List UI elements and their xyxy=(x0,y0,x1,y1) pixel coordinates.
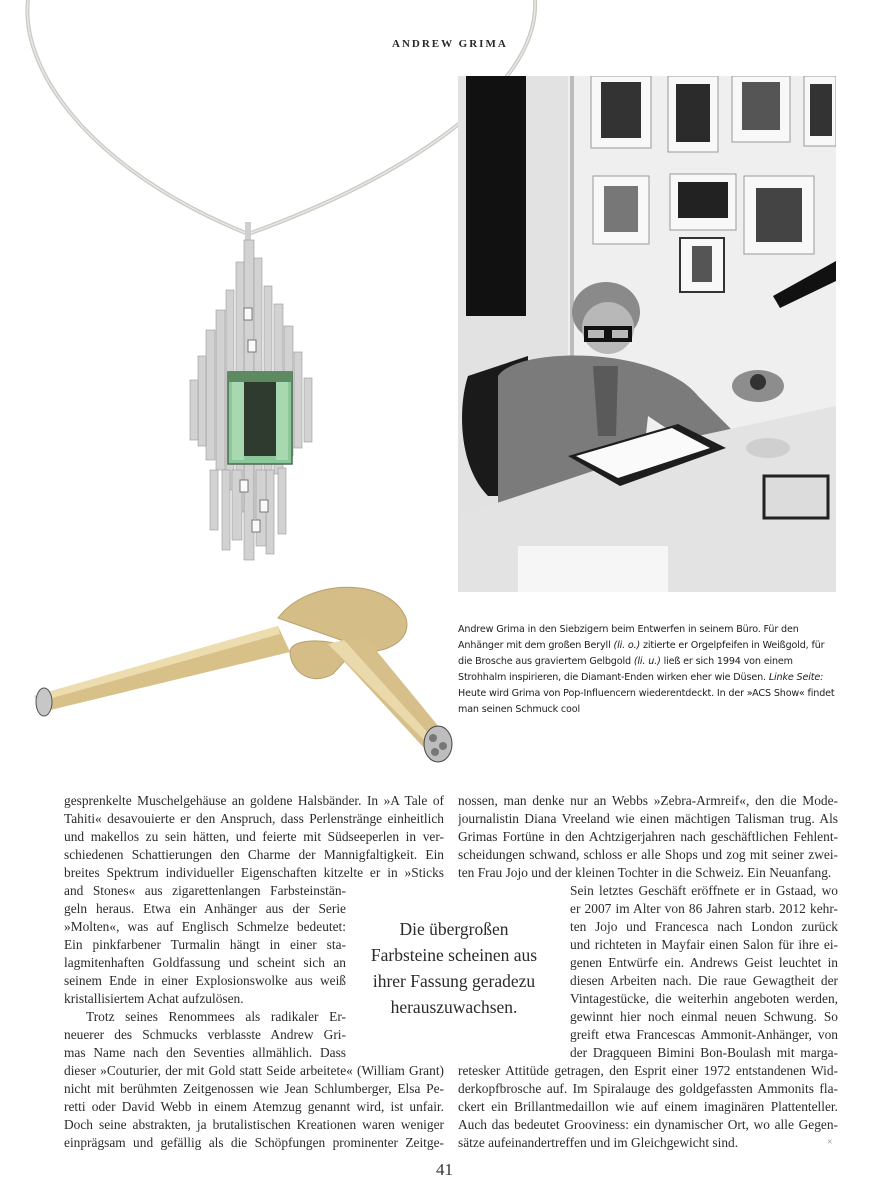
article-line: »Molten«, was auf Englisch Schmelze bedeutet: xyxy=(64,919,346,934)
straw-brooch-image xyxy=(28,578,468,778)
article-line: ten Jojo und Francesca nach London zurück xyxy=(570,919,838,934)
article-line: dieser »Couturier, der mit Gold statt Seide arbeitete« (William Grant) xyxy=(64,1063,444,1078)
running-head: ANDREW GRIMA xyxy=(392,38,508,50)
caption-text: zitierte er Orgelpfeifen in Weißgold, für die Brosche aus graviertem Gelbgold xyxy=(458,640,825,667)
caption-ref: (li. u.) xyxy=(633,656,661,667)
article-line: einprägsam und gefällig als die Schöpfungen prominenter Zeitge- xyxy=(64,1135,444,1150)
pull-quote-line: Die übergroßen xyxy=(399,919,509,939)
article-line: schiedenen Schattierungen den Charme der Mannigfaltigkeit. Ein xyxy=(64,847,444,862)
article-line: ten Frau Jojo und der kleinen Tochter in die Schweiz. Ein Neuanfang. xyxy=(458,865,832,880)
article-column-right-narrow xyxy=(570,882,838,1062)
caption-label-linke-seite: Linke Seite: xyxy=(768,672,824,683)
caption-text: Andrew Grima in den Siebzigern beim Entwerfen in seinem Büro. Für den Anhänger mit dem großen Beryll xyxy=(458,624,799,651)
article-line: and Stones« aus zigarettenlangen Farbsteinstän- xyxy=(64,883,346,898)
baguette-diamond xyxy=(244,308,252,320)
pendant-bar xyxy=(222,470,230,550)
caption-ref: (li. o.) xyxy=(613,640,641,651)
article-line: kristallisiertem Achat aufzulösen. xyxy=(64,991,244,1006)
photo-andrew-grima-office xyxy=(458,76,836,592)
baguette-diamond xyxy=(260,500,268,512)
beryl-gem xyxy=(228,372,292,464)
baguette-diamond xyxy=(248,340,256,352)
end-of-article-mark: × xyxy=(827,1137,833,1148)
pendant-bar xyxy=(216,310,225,470)
article-line: nossen, man denke nur an Webbs »Zebra-Armreif«, den die Mode- xyxy=(458,793,838,808)
article-line: Tahiti« desavouierte er den Anspruch, dass Perlenstränge einheitlich xyxy=(64,811,444,826)
article-column-left-top xyxy=(64,792,444,882)
article-line: genen Entwürfe ein. Andrews Geist leuchtet in xyxy=(570,955,838,970)
caption-text: ließ er sich 1994 von einem Strohhalm inspirieren, die Diamant-Enden wirken eher wie Düsen. xyxy=(458,656,793,683)
article-line: Grimas Fortüne in den Achtzigerjahren nach geschäftlichen Fehlent- xyxy=(458,829,838,844)
article-line: retti oder David Webb in einem Atemzug genannt wird, ist unfair. xyxy=(64,1099,444,1114)
article-column-right-bottom xyxy=(458,1062,838,1152)
caption-text: Heute wird Grima von Pop-Influencern wiederentdeckt. In der »ACS Show« findet man seinen Schmuck cool xyxy=(458,688,835,715)
article-line: Auch das bedeutet Grooviness: ein dynamischer Ort, wo alle Gegen- xyxy=(458,1117,838,1132)
article-column-left-bottom xyxy=(64,1062,444,1152)
article-line: ckert ein Brillantmedaillon wie auf einem imaginären Plattenteller. xyxy=(458,1099,838,1114)
article-line: sätze aufeinandertreffen und im Gleichgewicht sind. xyxy=(458,1135,739,1150)
article-line: geln heraus. Etwa ein Anhänger aus der Serie xyxy=(64,901,346,916)
article-line: der Dragqueen Bimini Bon-Boulash mit marga- xyxy=(570,1045,838,1060)
article-line: Doch seine abstrakten, ja brutalistischen Kreationen waren weniger xyxy=(64,1117,444,1132)
article-line: Sein letztes Geschäft eröffnete er in Gstaad, wo xyxy=(570,883,838,898)
baguette-diamond xyxy=(252,520,260,532)
article-column-left-narrow xyxy=(64,882,346,1008)
photo-caption xyxy=(458,622,838,718)
pendant-bar xyxy=(304,378,312,442)
office-photo-drawing xyxy=(458,76,836,592)
article-line: nicht mit berühmten Zeitgenossen wie Jean Schlumberger, Elsa Pe- xyxy=(64,1081,444,1096)
article-line: mas Name nach den Seventies allmählich. Dass xyxy=(64,1045,346,1060)
article-line: und richteten in Mayfair einen Salon für ihre ei- xyxy=(570,937,838,952)
article-line: Ein pinkfarbener Turmalin hängt in einer sta- xyxy=(64,937,346,952)
pendant-bar xyxy=(198,356,206,446)
pendant-bar xyxy=(190,380,198,440)
article-line: diesen Arbeiten nach. Die raue Gewagtheit der xyxy=(570,973,838,988)
article-column-right-top xyxy=(458,792,838,882)
article-line: journalistin Diana Vreeland wie einen mächtigen Talisman trug. Als xyxy=(458,811,838,826)
pendant-bar xyxy=(294,352,302,448)
pull-quote-line: ihrer Fassung geradezu xyxy=(372,971,536,991)
article-line: lagmitenhaften Goldfassung und scheint sich an xyxy=(64,955,346,970)
pendant-bar xyxy=(278,468,286,534)
article-line: retesker Attitüde getragen, den Esprit einer 1972 entstandenen Wid- xyxy=(458,1063,838,1078)
article-line: Trotz seines Renommees als radikaler Er- xyxy=(86,1009,346,1024)
article-line: Vintagestücke, die weiterhin angeboten werden, xyxy=(570,991,838,1006)
pendant-bar xyxy=(210,470,218,530)
pendant-bar xyxy=(206,330,215,460)
article-line: neuerer des Schmucks verblasste Andrew Gri- xyxy=(64,1027,346,1042)
article-line: seinem Ende in einer Explosionswolke aus weiß xyxy=(64,973,346,988)
article-column-left-paragraph xyxy=(64,1008,346,1062)
article-line: er 2007 im Alter von 86 Jahren starb. 2012 kehr- xyxy=(570,901,838,916)
baguette-diamond xyxy=(240,480,248,492)
article-line: gewinnt hier noch einmal neuen Schwung. So xyxy=(570,1009,838,1024)
article-line: gesprenkelte Muschelgehäuse an goldene Halsbänder. In »A Tale of xyxy=(64,793,444,808)
article-line: breites Spektrum individueller Eigenschaften kitzelte er in »Sticks xyxy=(64,865,444,880)
article-line: scheidungen schwand, schloss er alle Shops und zog mit seiner zwei- xyxy=(458,847,838,862)
pull-quote-line: herauszuwachsen. xyxy=(390,997,518,1017)
article-line: derkopfbrosche auf. Im Spiralauge des goldgefassten Ammonits fla- xyxy=(458,1081,838,1096)
pull-quote xyxy=(350,916,558,1020)
pull-quote-line: Farbsteine scheinen aus xyxy=(370,945,538,965)
article-line: greift etwa Francescas Ammonit-Anhänger, von xyxy=(570,1027,838,1042)
article-line: und makellos zu sein hätten, und feierte mit Südseeperlen in ver- xyxy=(64,829,444,844)
page-number: 41 xyxy=(436,1160,453,1179)
